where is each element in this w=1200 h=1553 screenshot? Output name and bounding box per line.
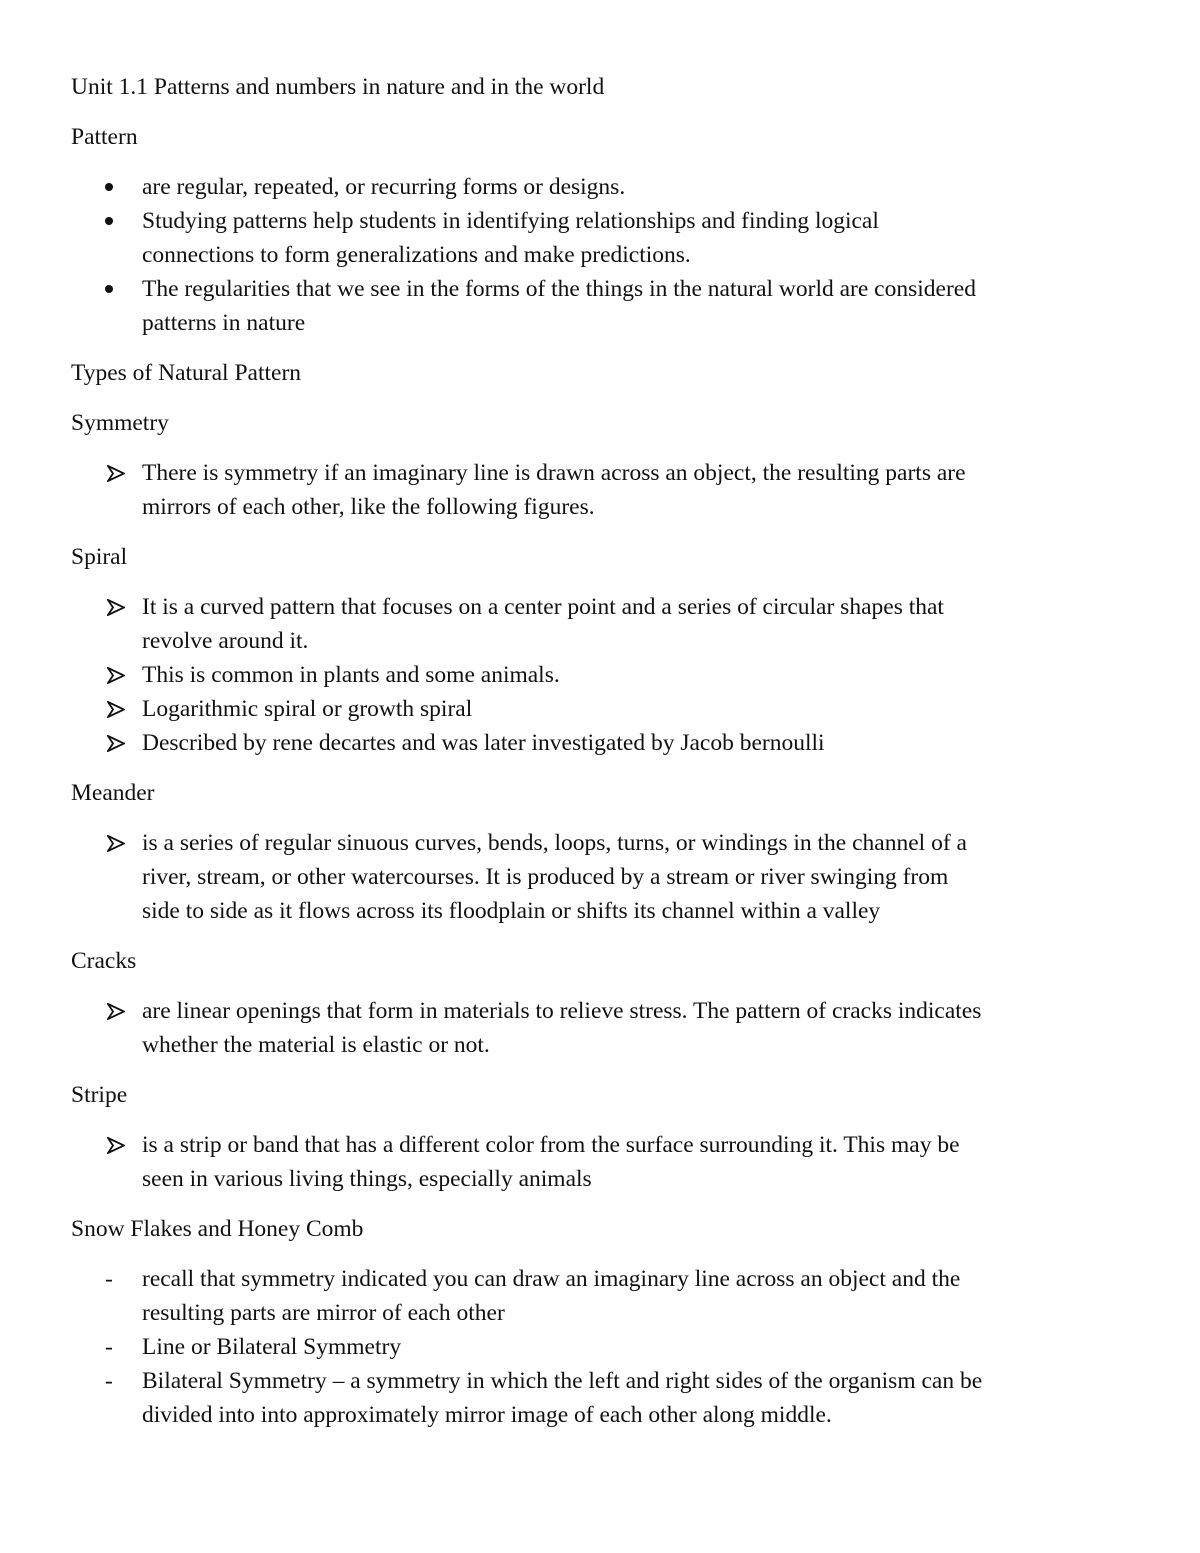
bullet-dot-icon [105, 217, 113, 225]
list-item-line: It is a curved pattern that focuses on a center point and a series of circular shapes that [142, 594, 944, 620]
list-item-line: seen in various living things, especially animals [142, 1166, 592, 1192]
list-item-line: The regularities that we see in the forms of the things in the natural world are considered [142, 276, 976, 302]
pattern-list [71, 170, 1141, 340]
arrowhead-bullet-icon [103, 692, 133, 718]
meander-list [71, 826, 1141, 928]
list-item-text [142, 994, 1141, 1062]
list-item-text [142, 1128, 1141, 1196]
arrowhead-bullet-icon [107, 599, 125, 616]
list-item-line: resulting parts are mirror of each other [142, 1300, 505, 1326]
list-item [71, 1128, 1141, 1196]
list-item-text [142, 826, 1141, 928]
list-item-line: river, stream, or other watercourses. It is produced by a stream or river swinging from [142, 864, 949, 890]
symmetry-list [71, 456, 1141, 524]
arrowhead-bullet-icon [103, 726, 133, 752]
list-item-line: are regular, repeated, or recurring forms or designs. [142, 174, 626, 200]
list-item-line: is a series of regular sinuous curves, bends, loops, turns, or windings in the channel of a [142, 830, 967, 856]
arrowhead-bullet-icon [107, 1003, 125, 1020]
dash-bullet: - [105, 1368, 113, 1394]
section-heading-meander: Meander [71, 780, 155, 806]
arrowhead-bullet-icon [107, 465, 125, 482]
list-item [71, 726, 1141, 760]
snowflakes-list [71, 1262, 1141, 1432]
list-item [71, 272, 1141, 340]
spiral-list [71, 590, 1141, 760]
list-item [71, 590, 1141, 658]
stripe-list [71, 1128, 1141, 1196]
section-heading-pattern: Pattern [71, 124, 138, 150]
list-item-line: divided into into approximately mirror image of each other along middle. [142, 1402, 832, 1428]
list-item [71, 1364, 1141, 1432]
section-heading-stripe: Stripe [71, 1082, 128, 1108]
list-item-text [142, 1262, 1141, 1330]
list-item-line: recall that symmetry indicated you can draw an imaginary line across an object and the [142, 1266, 961, 1292]
types-heading: Types of Natural Pattern [71, 360, 302, 386]
list-item-line: connections to form generalizations and make predictions. [142, 242, 691, 268]
list-item [71, 1330, 1141, 1364]
section-heading-snowflakes: Snow Flakes and Honey Comb [71, 1216, 364, 1242]
document-title: Unit 1.1 Patterns and numbers in nature and in the world [71, 74, 605, 100]
dash-bullet: - [105, 1334, 113, 1360]
list-item-line: This is common in plants and some animals. [142, 662, 560, 688]
list-item-text [142, 456, 1141, 524]
document-content [71, 70, 1141, 1448]
list-item-text [142, 1364, 1141, 1432]
list-item [71, 204, 1141, 272]
arrowhead-bullet-icon [103, 456, 133, 482]
arrowhead-bullet-icon [103, 826, 133, 852]
list-item-line: mirrors of each other, like the following figures. [142, 494, 595, 520]
list-item-text [142, 272, 1141, 340]
list-item [71, 826, 1141, 928]
list-item-text [142, 590, 1141, 658]
list-item [71, 456, 1141, 524]
list-item-line: There is symmetry if an imaginary line is drawn across an object, the resulting parts are [142, 460, 966, 486]
list-item-line: whether the material is elastic or not. [142, 1032, 490, 1058]
list-item-line: Bilateral Symmetry – a symmetry in which the left and right sides of the organism can be [142, 1368, 983, 1394]
arrowhead-bullet-icon [107, 1137, 125, 1154]
bullet-dot-icon [103, 272, 133, 306]
list-item-line: are linear openings that form in materials to relieve stress. The pattern of cracks indicates [142, 998, 982, 1024]
list-item-text [142, 170, 1141, 204]
list-item [71, 994, 1141, 1062]
list-item-line: side to side as it flows across its floodplain or shifts its channel within a valley [142, 898, 881, 924]
list-item [71, 658, 1141, 692]
arrowhead-bullet-icon [103, 658, 133, 684]
dash-bullet: - [105, 1266, 113, 1292]
list-item [71, 1262, 1141, 1330]
list-item [71, 170, 1141, 204]
arrowhead-bullet-icon [103, 994, 133, 1020]
list-item-line: revolve around it. [142, 628, 309, 654]
list-item-line: Line or Bilateral Symmetry [142, 1334, 402, 1360]
list-item [71, 692, 1141, 726]
list-item-text [142, 658, 1141, 692]
list-item-text [142, 726, 1141, 760]
bullet-dot-icon [105, 183, 113, 191]
list-item-text [142, 204, 1141, 272]
bullet-dot-icon [103, 170, 133, 204]
cracks-list [71, 994, 1141, 1062]
arrowhead-bullet-icon [107, 701, 125, 718]
arrowhead-bullet-icon [107, 667, 125, 684]
list-item-text [142, 692, 1141, 726]
arrowhead-bullet-icon [107, 735, 125, 752]
list-item-line: Studying patterns help students in identifying relationships and finding logical [142, 208, 879, 234]
section-heading-spiral: Spiral [71, 544, 128, 570]
arrowhead-bullet-icon [103, 1128, 133, 1154]
section-heading-symmetry: Symmetry [71, 410, 169, 436]
bullet-dot-icon [103, 204, 133, 238]
section-heading-cracks: Cracks [71, 948, 137, 974]
list-item-line: Described by rene decartes and was later investigated by Jacob bernoulli [142, 730, 825, 756]
list-item-line: patterns in nature [142, 310, 306, 336]
list-item-line: Logarithmic spiral or growth spiral [142, 696, 473, 722]
arrowhead-bullet-icon [103, 590, 133, 616]
bullet-dot-icon [105, 285, 113, 293]
list-item-line: is a strip or band that has a different color from the surface surrounding it. This may be [142, 1132, 960, 1158]
list-item-text [142, 1330, 1141, 1364]
arrowhead-bullet-icon [107, 835, 125, 852]
